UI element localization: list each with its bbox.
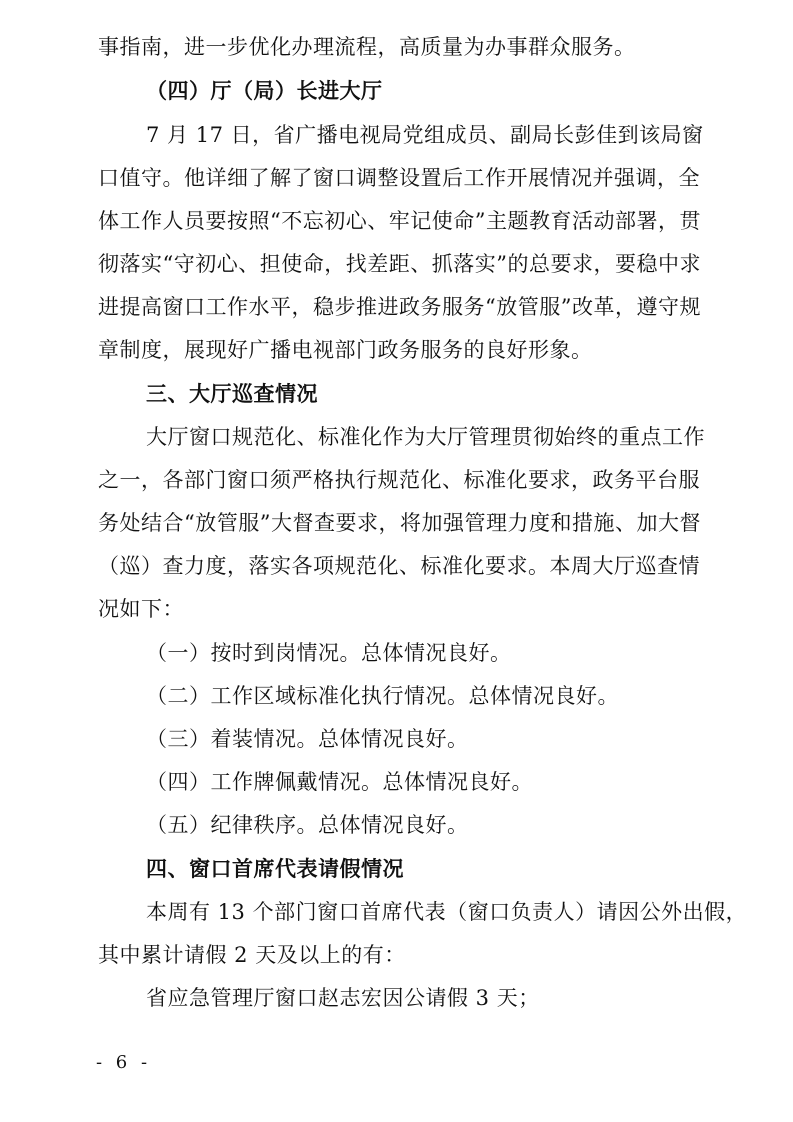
paragraph-line: 省应急管理厅窗口赵志宏因公请假 3 天；: [146, 986, 540, 1010]
paragraph-line: 本周有 13 个部门窗口首席代表（窗口负责人）请因公外出假，: [146, 900, 748, 924]
list-item: （三）着装情况。总体情况良好。: [146, 727, 469, 751]
paragraph-line: 章制度，展现好广播电视部门政务服务的良好形象。: [98, 338, 593, 362]
paragraph-line: 口值守。他详细了解了窗口调整设置后工作开展情况并强调，全: [98, 166, 700, 190]
list-item: （五）纪律秩序。总体情况良好。: [146, 813, 469, 837]
paragraph-line: 彻落实“守初心、担使命，找差距、抓落实”的总要求，要稳中求: [98, 252, 701, 276]
paragraph-line: 大厅窗口规范化、标准化作为大厅管理贯彻始终的重点工作: [146, 425, 705, 449]
section-3-heading: 三、大厅巡查情况: [146, 382, 318, 406]
intro-tail-text: 事指南，进一步优化办理流程，高质量为办事群众服务。: [98, 35, 636, 59]
page-number: - 6 -: [96, 1052, 152, 1073]
paragraph-line: 7 月 17 日，省广播电视局党组成员、副局长彭佳到该局窗: [146, 123, 704, 147]
paragraph-line: （巡）查力度，落实各项规范化、标准化要求。本周大厅巡查情: [98, 554, 700, 578]
paragraph-line: 务处结合“放管服”大督查要求，将加强管理力度和措施、加大督: [98, 511, 701, 535]
paragraph-line: 况如下：: [98, 597, 184, 621]
paragraph-line: 体工作人员要按照“不忘初心、牢记使命”主题教育活动部署，贯: [98, 209, 701, 233]
list-item: （一）按时到岗情况。总体情况良好。: [146, 641, 512, 665]
paragraph-line: 其中累计请假 2 天及以上的有：: [98, 943, 406, 967]
list-item: （二）工作区域标准化执行情况。总体情况良好。: [146, 684, 619, 708]
paragraph-line: 进提高窗口工作水平，稳步推进政务服务“放管服”改革，遵守规: [98, 295, 701, 319]
paragraph-line: 之一，各部门窗口须严格执行规范化、标准化要求，政务平台服: [98, 468, 700, 492]
list-item: （四）工作牌佩戴情况。总体情况良好。: [146, 770, 533, 794]
section-4-heading: 四、窗口首席代表请假情况: [146, 857, 404, 881]
section-4-subtitle: （四）厅（局）长进大厅: [146, 78, 383, 103]
